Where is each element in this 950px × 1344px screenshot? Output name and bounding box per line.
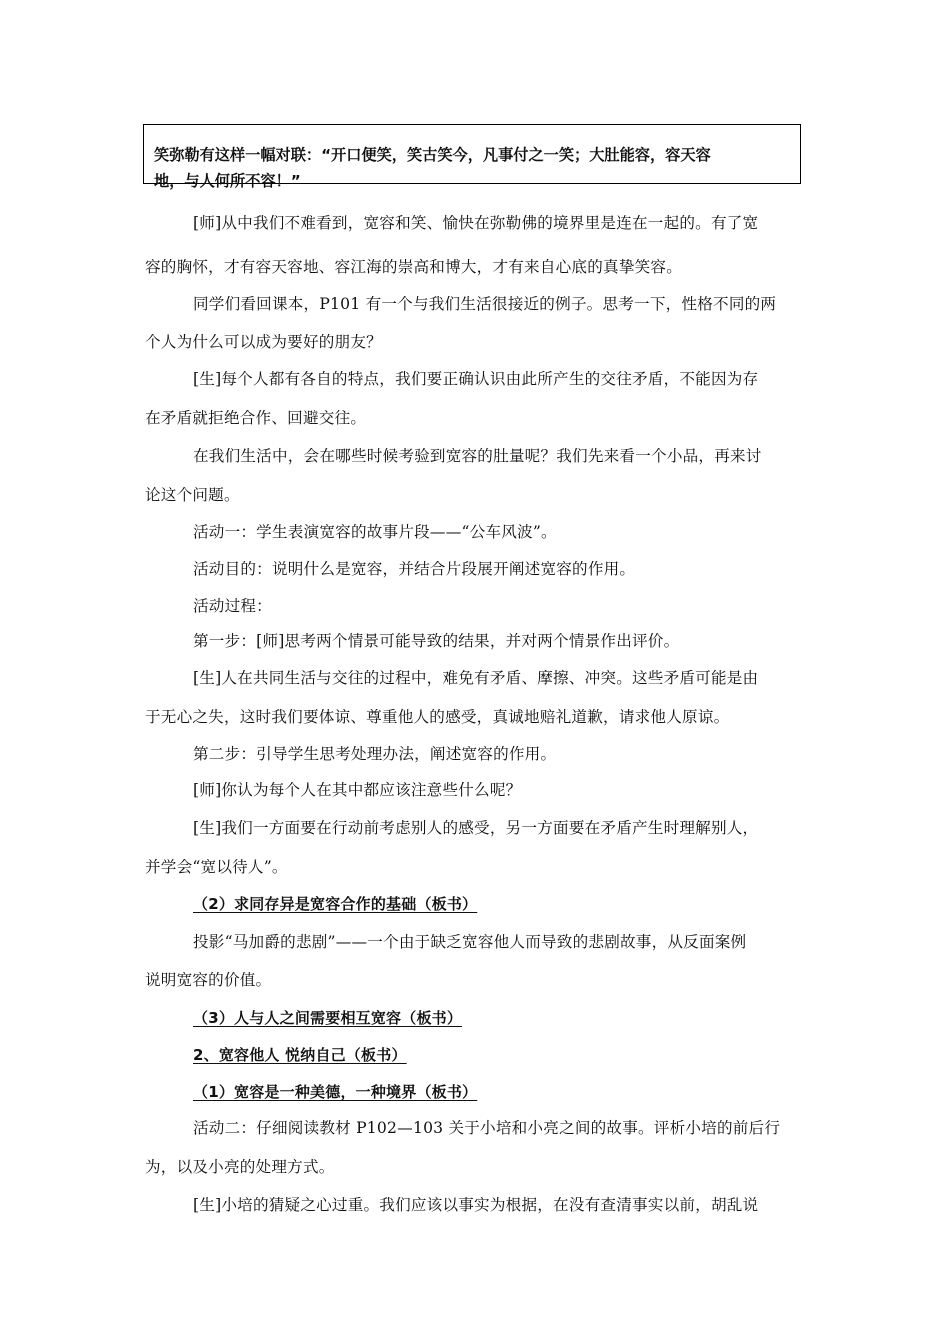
paragraph-line: 为，以及小亮的处理方式。	[145, 1158, 335, 1176]
heading-text: （3）人与人之间需要相互宽容（板书）	[193, 1009, 463, 1027]
couplet-quote-box	[143, 124, 801, 190]
paragraph-line: 活动一：学生表演宽容的故事片段——“公车风波”。	[193, 523, 557, 541]
heading-text: （2）求同存异是宽容合作的基础（板书）	[193, 895, 478, 913]
paragraph-line: 并学会“宽以待人”。	[145, 858, 288, 876]
paragraph-line: 于无心之失，这时我们要体谅、尊重他人的感受，真诚地赔礼道歉，请求他人原谅。	[145, 708, 730, 726]
paragraph-line: 同学们看回课本，P101 有一个与我们生活很接近的例子。思考一下，性格不同的两	[193, 295, 777, 313]
section-heading	[193, 1082, 805, 1102]
paragraph-line: 活动目的：说明什么是宽容，并结合片段展开阐述宽容的作用。	[193, 560, 636, 578]
quote-line-1: 笑弥勒有这样一幅对联：“开口便笑，笑古笑今，凡事付之一笑；大肚能容，容天容	[154, 146, 711, 164]
section-heading	[193, 1008, 805, 1028]
paragraph-line: 第一步：[师]思考两个情景可能导致的结果，并对两个情景作出评价。	[193, 632, 680, 650]
paragraph-line: 容的胸怀，才有容天容地、容江海的崇高和博大，才有来自心底的真挚笑容。	[145, 258, 682, 276]
paragraph-line: [生]每个人都有各自的特点，我们要正确认识由此所产生的交往矛盾，不能因为存	[193, 370, 759, 388]
paragraph-line: 在我们生活中，会在哪些时候考验到宽容的肚量呢？我们先来看一个小品，再来讨	[193, 447, 762, 465]
quote-line-2: 地，与人何所不容！”	[154, 172, 301, 190]
section-heading	[193, 894, 805, 914]
paragraph-line: 说明宽容的价值。	[145, 971, 272, 989]
paragraph-line: [师]你认为每个人在其中都应该注意些什么呢？	[193, 781, 522, 799]
heading-text: （1）宽容是一种美德，一种境界（板书）	[193, 1083, 478, 1101]
paragraph-line: 在矛盾就拒绝合作、回避交往。	[145, 409, 367, 427]
paragraph-line: [生]小培的猜疑之心过重。我们应该以事实为根据，在没有查清事实以前，胡乱说	[193, 1196, 759, 1214]
paragraph-line: [生]我们一方面要在行动前考虑别人的感受，另一方面要在矛盾产生时理解别人，	[193, 819, 759, 837]
paragraph-line: 活动二：仔细阅读教材 P102—103 关于小培和小亮之间的故事。评析小培的前后行	[193, 1119, 781, 1137]
paragraph-line: 论这个问题。	[145, 486, 240, 504]
paragraph-line: 个人为什么可以成为要好的朋友？	[145, 333, 382, 351]
paragraph-line: [师]从中我们不难看到，宽容和笑、愉快在弥勒佛的境界里是连在一起的。有了宽	[193, 214, 759, 232]
paragraph-line: 第二步：引导学生思考处理办法，阐述宽容的作用。	[193, 745, 557, 763]
section-heading	[193, 1045, 805, 1065]
heading-text: 2、宽容他人 悦纳自己（板书）	[193, 1046, 407, 1064]
paragraph-line: [生]人在共同生活与交往的过程中，难免有矛盾、摩擦、冲突。这些矛盾可能是由	[193, 669, 759, 687]
paragraph-line: 活动过程：	[193, 597, 272, 615]
paragraph-line: 投影“马加爵的悲剧”——一个由于缺乏宽容他人而导致的悲剧故事，从反面案例	[193, 933, 747, 951]
